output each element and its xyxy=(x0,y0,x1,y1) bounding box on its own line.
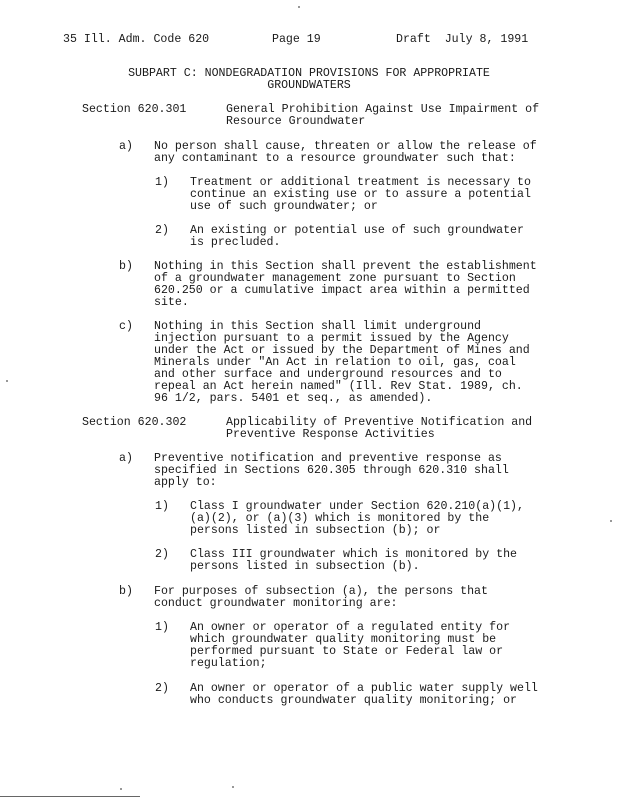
paragraph-text: An owner or operator of a regulated entity for which groundwater quality monitoring must be performed pursuant to State or Federal law or regulation; xyxy=(190,621,511,670)
subsection-marker: b) xyxy=(119,585,133,598)
scan-speck xyxy=(6,380,8,382)
subsection-marker: c) xyxy=(119,320,133,333)
subpart-title: SUBPART C: NONDEGRADATION PROVISIONS FOR APPROPRIATE GROUNDWATERS xyxy=(128,67,490,92)
subsection-text: Nothing in this Section shall limit underground injection pursuant to a permit issued by the Agency under the Act or issued by the Department of Mines and Minerals under "An Act in relation to oil, gas, coal and other surface and underground resources and to repeal an Act herein named" (Ill. Rev Stat. 1989, ch. 96 1/2, pars. 5401 et seq., as amended). xyxy=(154,320,530,405)
paragraph-marker: 1) xyxy=(155,176,169,189)
scan-speck xyxy=(610,520,612,522)
paragraph-marker: 1) xyxy=(155,621,169,634)
subsection-marker: a) xyxy=(119,140,133,153)
header-page-number: Page 19 xyxy=(272,33,321,46)
subsection-text: For purposes of subsection (a), the persons that conduct groundwater monitoring are: xyxy=(154,585,488,610)
scan-speck xyxy=(232,786,234,788)
scan-speck xyxy=(298,6,300,8)
subsection-marker: a) xyxy=(119,452,133,465)
section-number: Section 620.302 xyxy=(82,416,187,429)
subsection-marker: b) xyxy=(119,260,133,273)
subsection-text: No person shall cause, threaten or allow the release of any contaminant to a resource groundwater such that: xyxy=(154,140,537,165)
paragraph-text: An existing or potential use of such groundwater is precluded. xyxy=(190,224,524,249)
paragraph-text: Class I groundwater under Section 620.210(a)(1), (a)(2), or (a)(3) which is monitored by the persons listed in subsection (b); or xyxy=(190,500,524,537)
header-citation: 35 Ill. Adm. Code 620 xyxy=(63,33,210,46)
paragraph-marker: 2) xyxy=(155,682,169,695)
paragraph-marker: 2) xyxy=(155,224,169,237)
paragraph-text: Treatment or additional treatment is necessary to continue an existing use or to assure a potential use of such groundwater; or xyxy=(190,176,531,213)
section-title: Applicability of Preventive Notification and Preventive Response Activities xyxy=(226,416,533,441)
paragraph-marker: 1) xyxy=(155,500,169,513)
scan-speck xyxy=(120,788,122,790)
subsection-text: Preventive notification and preventive response as specified in Sections 620.305 through 620.310 shall apply to: xyxy=(154,452,509,489)
paragraph-text: Class III groundwater which is monitored by the persons listed in subsection (b). xyxy=(190,548,517,573)
section-title: General Prohibition Against Use Impairment of Resource Groundwater xyxy=(226,103,540,128)
header-draft-date: Draft July 8, 1991 xyxy=(396,33,529,46)
section-number: Section 620.301 xyxy=(82,103,187,116)
bottom-scan-line xyxy=(0,796,140,797)
subsection-text: Nothing in this Section shall prevent the establishment of a groundwater management zone pursuant to Section 620.250 or a cumulative impact area within a permitted site. xyxy=(154,260,537,309)
paragraph-marker: 2) xyxy=(155,548,169,561)
paragraph-text: An owner or operator of a public water supply well who conducts groundwater quality monitoring; or xyxy=(190,682,538,707)
